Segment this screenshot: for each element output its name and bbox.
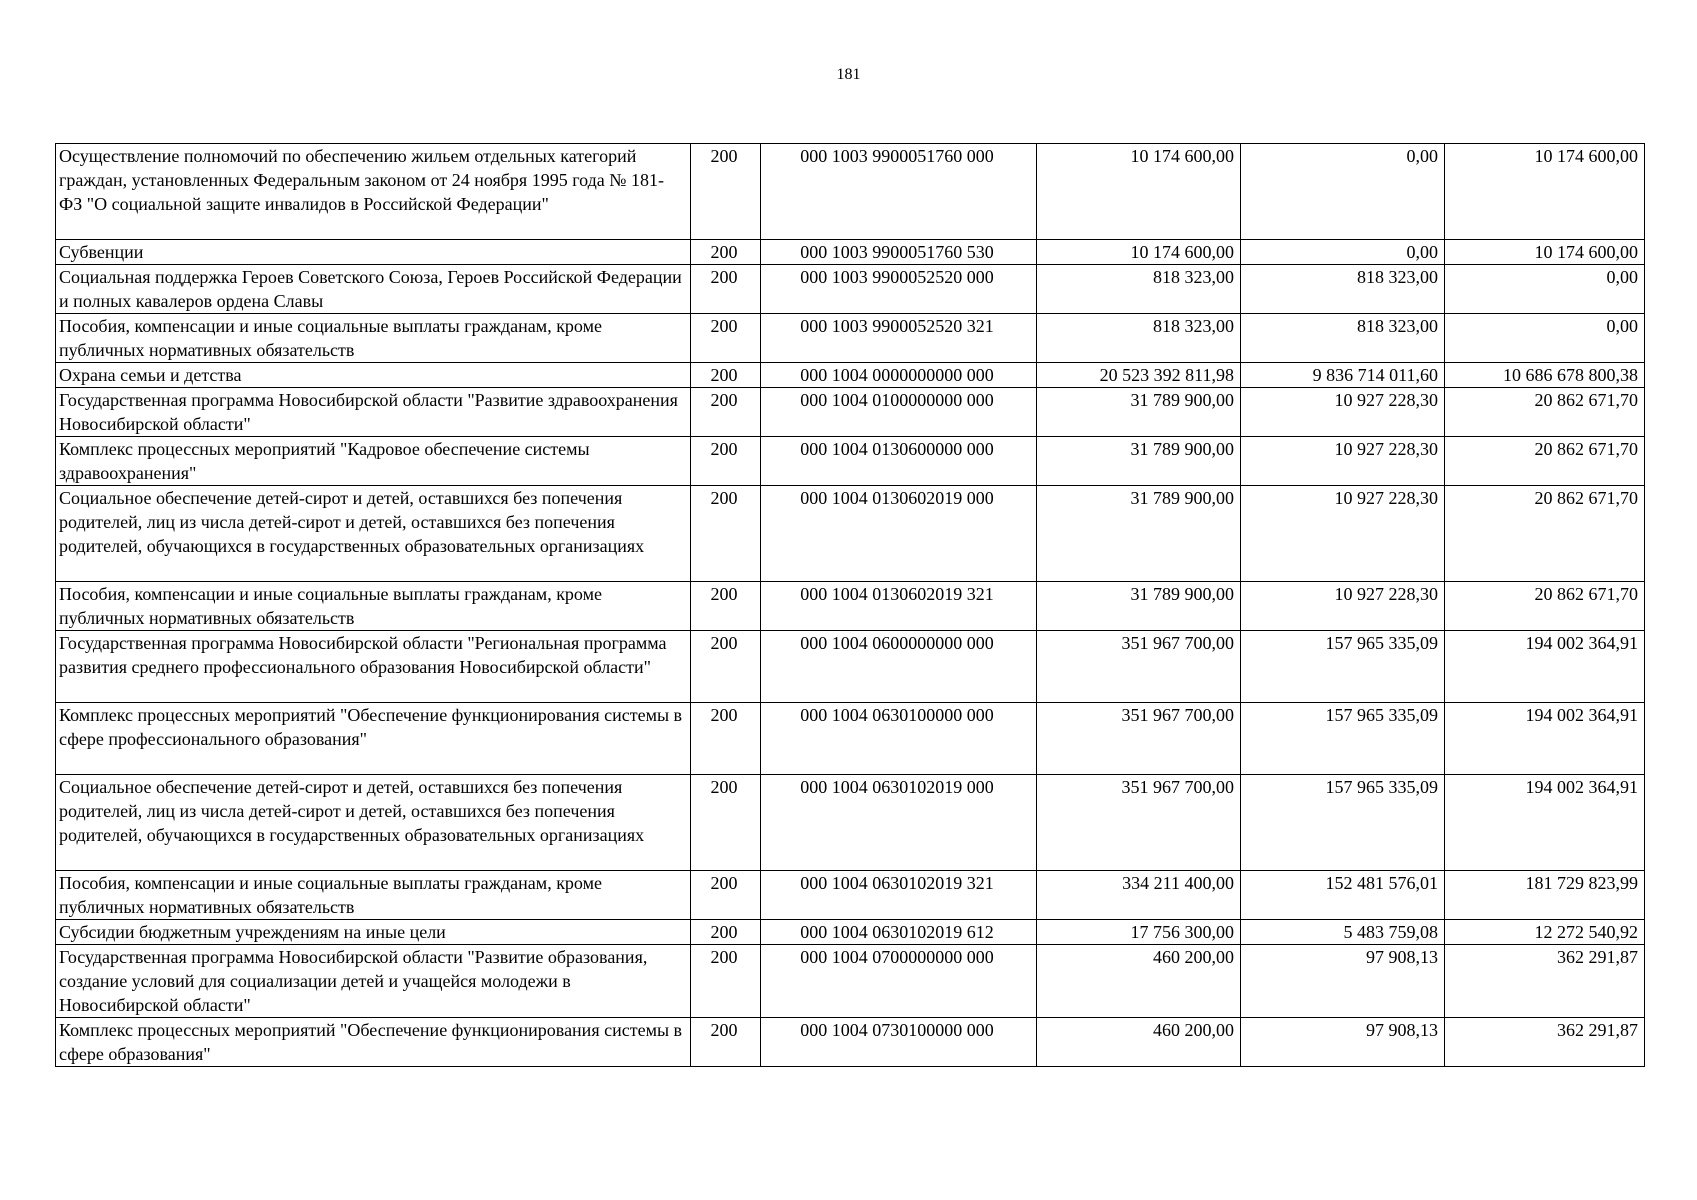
row-remaining: 10 686 678 800,38 — [1445, 363, 1645, 388]
table-row — [56, 871, 1645, 920]
table-row — [56, 582, 1645, 631]
row-executed: 10 927 228,30 — [1241, 582, 1445, 631]
row-kbk: 000 1004 0130602019 321 — [761, 582, 1037, 631]
table-row — [56, 144, 1645, 240]
row-remaining: 362 291,87 — [1445, 1018, 1645, 1067]
row-code: 200 — [691, 265, 761, 314]
row-remaining: 10 174 600,00 — [1445, 144, 1645, 240]
row-executed: 157 965 335,09 — [1241, 703, 1445, 775]
row-executed: 157 965 335,09 — [1241, 631, 1445, 703]
row-name: Комплекс процессных мероприятий "Обеспечение функционирования системы в сфере профессионального образования" — [56, 703, 691, 775]
row-executed: 0,00 — [1241, 240, 1445, 265]
row-executed: 818 323,00 — [1241, 265, 1445, 314]
row-kbk: 000 1004 0630102019 000 — [761, 775, 1037, 871]
row-name: Комплекс процессных мероприятий "Кадровое обеспечение системы здравоохранения" — [56, 437, 691, 486]
row-executed: 10 927 228,30 — [1241, 437, 1445, 486]
row-kbk: 000 1004 0600000000 000 — [761, 631, 1037, 703]
row-approved: 17 756 300,00 — [1037, 920, 1241, 945]
row-executed: 97 908,13 — [1241, 1018, 1445, 1067]
row-executed: 9 836 714 011,60 — [1241, 363, 1445, 388]
table-row — [56, 314, 1645, 363]
table-row — [56, 703, 1645, 775]
table-row — [56, 920, 1645, 945]
row-approved: 818 323,00 — [1037, 265, 1241, 314]
row-remaining: 20 862 671,70 — [1445, 388, 1645, 437]
row-approved: 31 789 900,00 — [1037, 486, 1241, 582]
row-approved: 334 211 400,00 — [1037, 871, 1241, 920]
row-kbk: 000 1003 9900052520 321 — [761, 314, 1037, 363]
row-name: Комплекс процессных мероприятий "Обеспечение функционирования системы в сфере образования" — [56, 1018, 691, 1067]
row-kbk: 000 1004 0100000000 000 — [761, 388, 1037, 437]
row-code: 200 — [691, 1018, 761, 1067]
row-approved: 31 789 900,00 — [1037, 437, 1241, 486]
row-code: 200 — [691, 486, 761, 582]
row-kbk: 000 1003 9900051760 530 — [761, 240, 1037, 265]
row-name: Пособия, компенсации и иные социальные выплаты гражданам, кроме публичных нормативных обязательств — [56, 871, 691, 920]
row-kbk: 000 1003 9900052520 000 — [761, 265, 1037, 314]
row-code: 200 — [691, 437, 761, 486]
row-executed: 157 965 335,09 — [1241, 775, 1445, 871]
row-code: 200 — [691, 363, 761, 388]
row-approved: 20 523 392 811,98 — [1037, 363, 1241, 388]
row-name: Социальное обеспечение детей-сирот и детей, оставшихся без попечения родителей, лиц из числа детей-сирот и детей, оставшихся без попечения родителей, обучающихся в государственных образовательных организациях — [56, 775, 691, 871]
row-remaining: 194 002 364,91 — [1445, 703, 1645, 775]
row-remaining: 10 174 600,00 — [1445, 240, 1645, 265]
row-code: 200 — [691, 314, 761, 363]
table-row — [56, 388, 1645, 437]
row-name: Субсидии бюджетным учреждениям на иные цели — [56, 920, 691, 945]
row-name: Государственная программа Новосибирской области "Региональная программа развития среднего профессионального образования Новосибирской области" — [56, 631, 691, 703]
row-kbk: 000 1004 0630102019 612 — [761, 920, 1037, 945]
row-remaining: 20 862 671,70 — [1445, 582, 1645, 631]
row-code: 200 — [691, 703, 761, 775]
row-code: 200 — [691, 240, 761, 265]
row-code: 200 — [691, 631, 761, 703]
row-kbk: 000 1004 0130602019 000 — [761, 486, 1037, 582]
row-approved: 460 200,00 — [1037, 1018, 1241, 1067]
table-row — [56, 1018, 1645, 1067]
row-code: 200 — [691, 775, 761, 871]
row-name: Пособия, компенсации и иные социальные выплаты гражданам, кроме публичных нормативных обязательств — [56, 582, 691, 631]
budget-table-body — [56, 144, 1645, 1067]
row-remaining: 0,00 — [1445, 314, 1645, 363]
row-remaining: 181 729 823,99 — [1445, 871, 1645, 920]
row-approved: 10 174 600,00 — [1037, 144, 1241, 240]
row-approved: 31 789 900,00 — [1037, 582, 1241, 631]
row-approved: 351 967 700,00 — [1037, 703, 1241, 775]
row-name: Охрана семьи и детства — [56, 363, 691, 388]
row-code: 200 — [691, 920, 761, 945]
row-executed: 10 927 228,30 — [1241, 486, 1445, 582]
row-kbk: 000 1004 0630102019 321 — [761, 871, 1037, 920]
row-remaining: 12 272 540,92 — [1445, 920, 1645, 945]
row-name: Государственная программа Новосибирской области "Развитие здравоохранения Новосибирской области" — [56, 388, 691, 437]
table-row — [56, 363, 1645, 388]
row-remaining: 362 291,87 — [1445, 945, 1645, 1018]
row-approved: 351 967 700,00 — [1037, 775, 1241, 871]
row-name: Пособия, компенсации и иные социальные выплаты гражданам, кроме публичных нормативных обязательств — [56, 314, 691, 363]
budget-table — [55, 143, 1645, 1067]
row-executed: 0,00 — [1241, 144, 1445, 240]
row-kbk: 000 1004 0000000000 000 — [761, 363, 1037, 388]
row-approved: 818 323,00 — [1037, 314, 1241, 363]
row-remaining: 194 002 364,91 — [1445, 631, 1645, 703]
row-kbk: 000 1004 0630100000 000 — [761, 703, 1037, 775]
row-approved: 10 174 600,00 — [1037, 240, 1241, 265]
row-remaining: 20 862 671,70 — [1445, 437, 1645, 486]
row-kbk: 000 1004 0730100000 000 — [761, 1018, 1037, 1067]
table-row — [56, 486, 1645, 582]
row-remaining: 194 002 364,91 — [1445, 775, 1645, 871]
row-name: Субвенции — [56, 240, 691, 265]
table-row — [56, 945, 1645, 1018]
row-executed: 97 908,13 — [1241, 945, 1445, 1018]
row-executed: 152 481 576,01 — [1241, 871, 1445, 920]
row-name: Социальное обеспечение детей-сирот и детей, оставшихся без попечения родителей, лиц из числа детей-сирот и детей, оставшихся без попечения родителей, обучающихся в государственных образовательных организациях — [56, 486, 691, 582]
row-approved: 351 967 700,00 — [1037, 631, 1241, 703]
page-number: 181 — [836, 66, 861, 83]
row-kbk: 000 1003 9900051760 000 — [761, 144, 1037, 240]
row-code: 200 — [691, 388, 761, 437]
row-code: 200 — [691, 945, 761, 1018]
row-remaining: 0,00 — [1445, 265, 1645, 314]
table-row — [56, 240, 1645, 265]
row-code: 200 — [691, 871, 761, 920]
table-row — [56, 631, 1645, 703]
row-name: Государственная программа Новосибирской области "Развитие образования, создание условий для социализации детей и учащейся молодежи в Новосибирской области" — [56, 945, 691, 1018]
row-kbk: 000 1004 0700000000 000 — [761, 945, 1037, 1018]
row-code: 200 — [691, 144, 761, 240]
table-row — [56, 265, 1645, 314]
table-row — [56, 437, 1645, 486]
row-approved: 31 789 900,00 — [1037, 388, 1241, 437]
row-approved: 460 200,00 — [1037, 945, 1241, 1018]
row-name: Социальная поддержка Героев Советского Союза, Героев Российской Федерации и полных кавалеров ордена Славы — [56, 265, 691, 314]
row-executed: 5 483 759,08 — [1241, 920, 1445, 945]
row-remaining: 20 862 671,70 — [1445, 486, 1645, 582]
row-executed: 818 323,00 — [1241, 314, 1445, 363]
row-executed: 10 927 228,30 — [1241, 388, 1445, 437]
row-name: Осуществление полномочий по обеспечению жильем отдельных категорий граждан, установленных Федеральным законом от 24 ноября 1995 года № 181-ФЗ "О социальной защите инвалидов в Российской Федерации" — [56, 144, 691, 240]
table-row — [56, 775, 1645, 871]
row-kbk: 000 1004 0130600000 000 — [761, 437, 1037, 486]
row-code: 200 — [691, 582, 761, 631]
